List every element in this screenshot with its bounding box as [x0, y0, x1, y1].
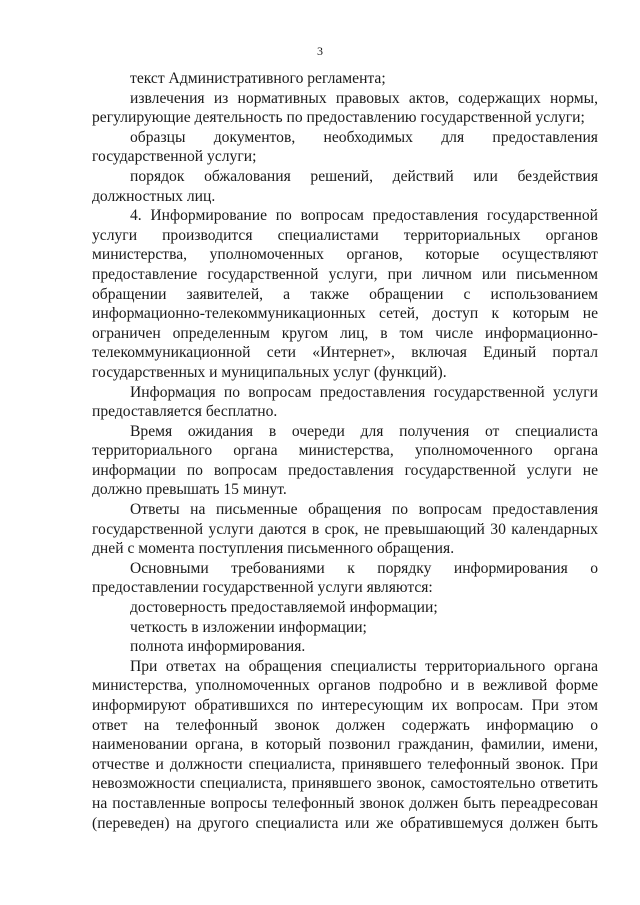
paragraph: Основными требованиями к порядку информирования о предоставлении государственной услуги являются:	[92, 559, 598, 597]
paragraph: Информация по вопросам предоставления государственной услуги предоставляется бесплатно.	[92, 383, 598, 421]
paragraph: текст Административного регламента;	[130, 70, 386, 87]
paragraph: порядок обжалования решений, действий или бездействия должностных лиц.	[92, 167, 598, 205]
page-number: 3	[317, 44, 323, 58]
paragraph: четкость в изложении информации;	[130, 618, 367, 636]
paragraph: образцы документов, необходимых для предоставления государственной услуги;	[92, 128, 598, 166]
paragraph: 4. Информирование по вопросам предоставления государственной услуги производится специалистами территориальных органов министерства, уполномоченных органов, которые осуществляют предоставление государственной услуги, при личном или письменном обращении заявителей, а также обращении с использованием информационно-телекоммуникационных сетей, доступ к которым не ограничен определенным кругом лиц, в том числе информационно-телекоммуникационной сети «Интернет», включая Единый портал государственных и муниципальных услуг (функций).	[92, 207, 598, 381]
paragraph: Время ожидания в очереди для получения от специалиста территориального органа министерства, уполномоченного органа информации по вопросам предоставления государственной услуги не должно превышать 15 минут.	[92, 422, 598, 499]
paragraph: полнота информирования.	[130, 638, 306, 656]
paragraph: Ответы на письменные обращения по вопросам предоставления государственной услуги даются в срок, не превышающий 30 календарных дней с момента поступления письменного обращения.	[92, 501, 598, 558]
document-body	[92, 69, 598, 833]
paragraph: достоверность предоставляемой информации;	[130, 599, 438, 617]
paragraph: извлечения из нормативных правовых актов, содержащих нормы, регулирующие деятельность по предоставлению государственной услуги;	[92, 89, 598, 127]
paragraph: При ответах на обращения специалисты территориального органа министерства, уполномоченных органов подробно и в вежливой форме информируют обратившихся по интересующим их вопросам. При этом ответ на телефонный звонок должен содержать информацию о наименовании органа, в который позвонил гражданин, фамилии, имени, отчестве и должности специалиста, принявшего телефонный звонок. При невозможности специалиста, принявшего звонок, самостоятельно ответить на поставленные вопросы телефонный звонок должен быть переадресован (переведен) на другого специалиста или же обратившемуся должен быть	[92, 657, 598, 832]
